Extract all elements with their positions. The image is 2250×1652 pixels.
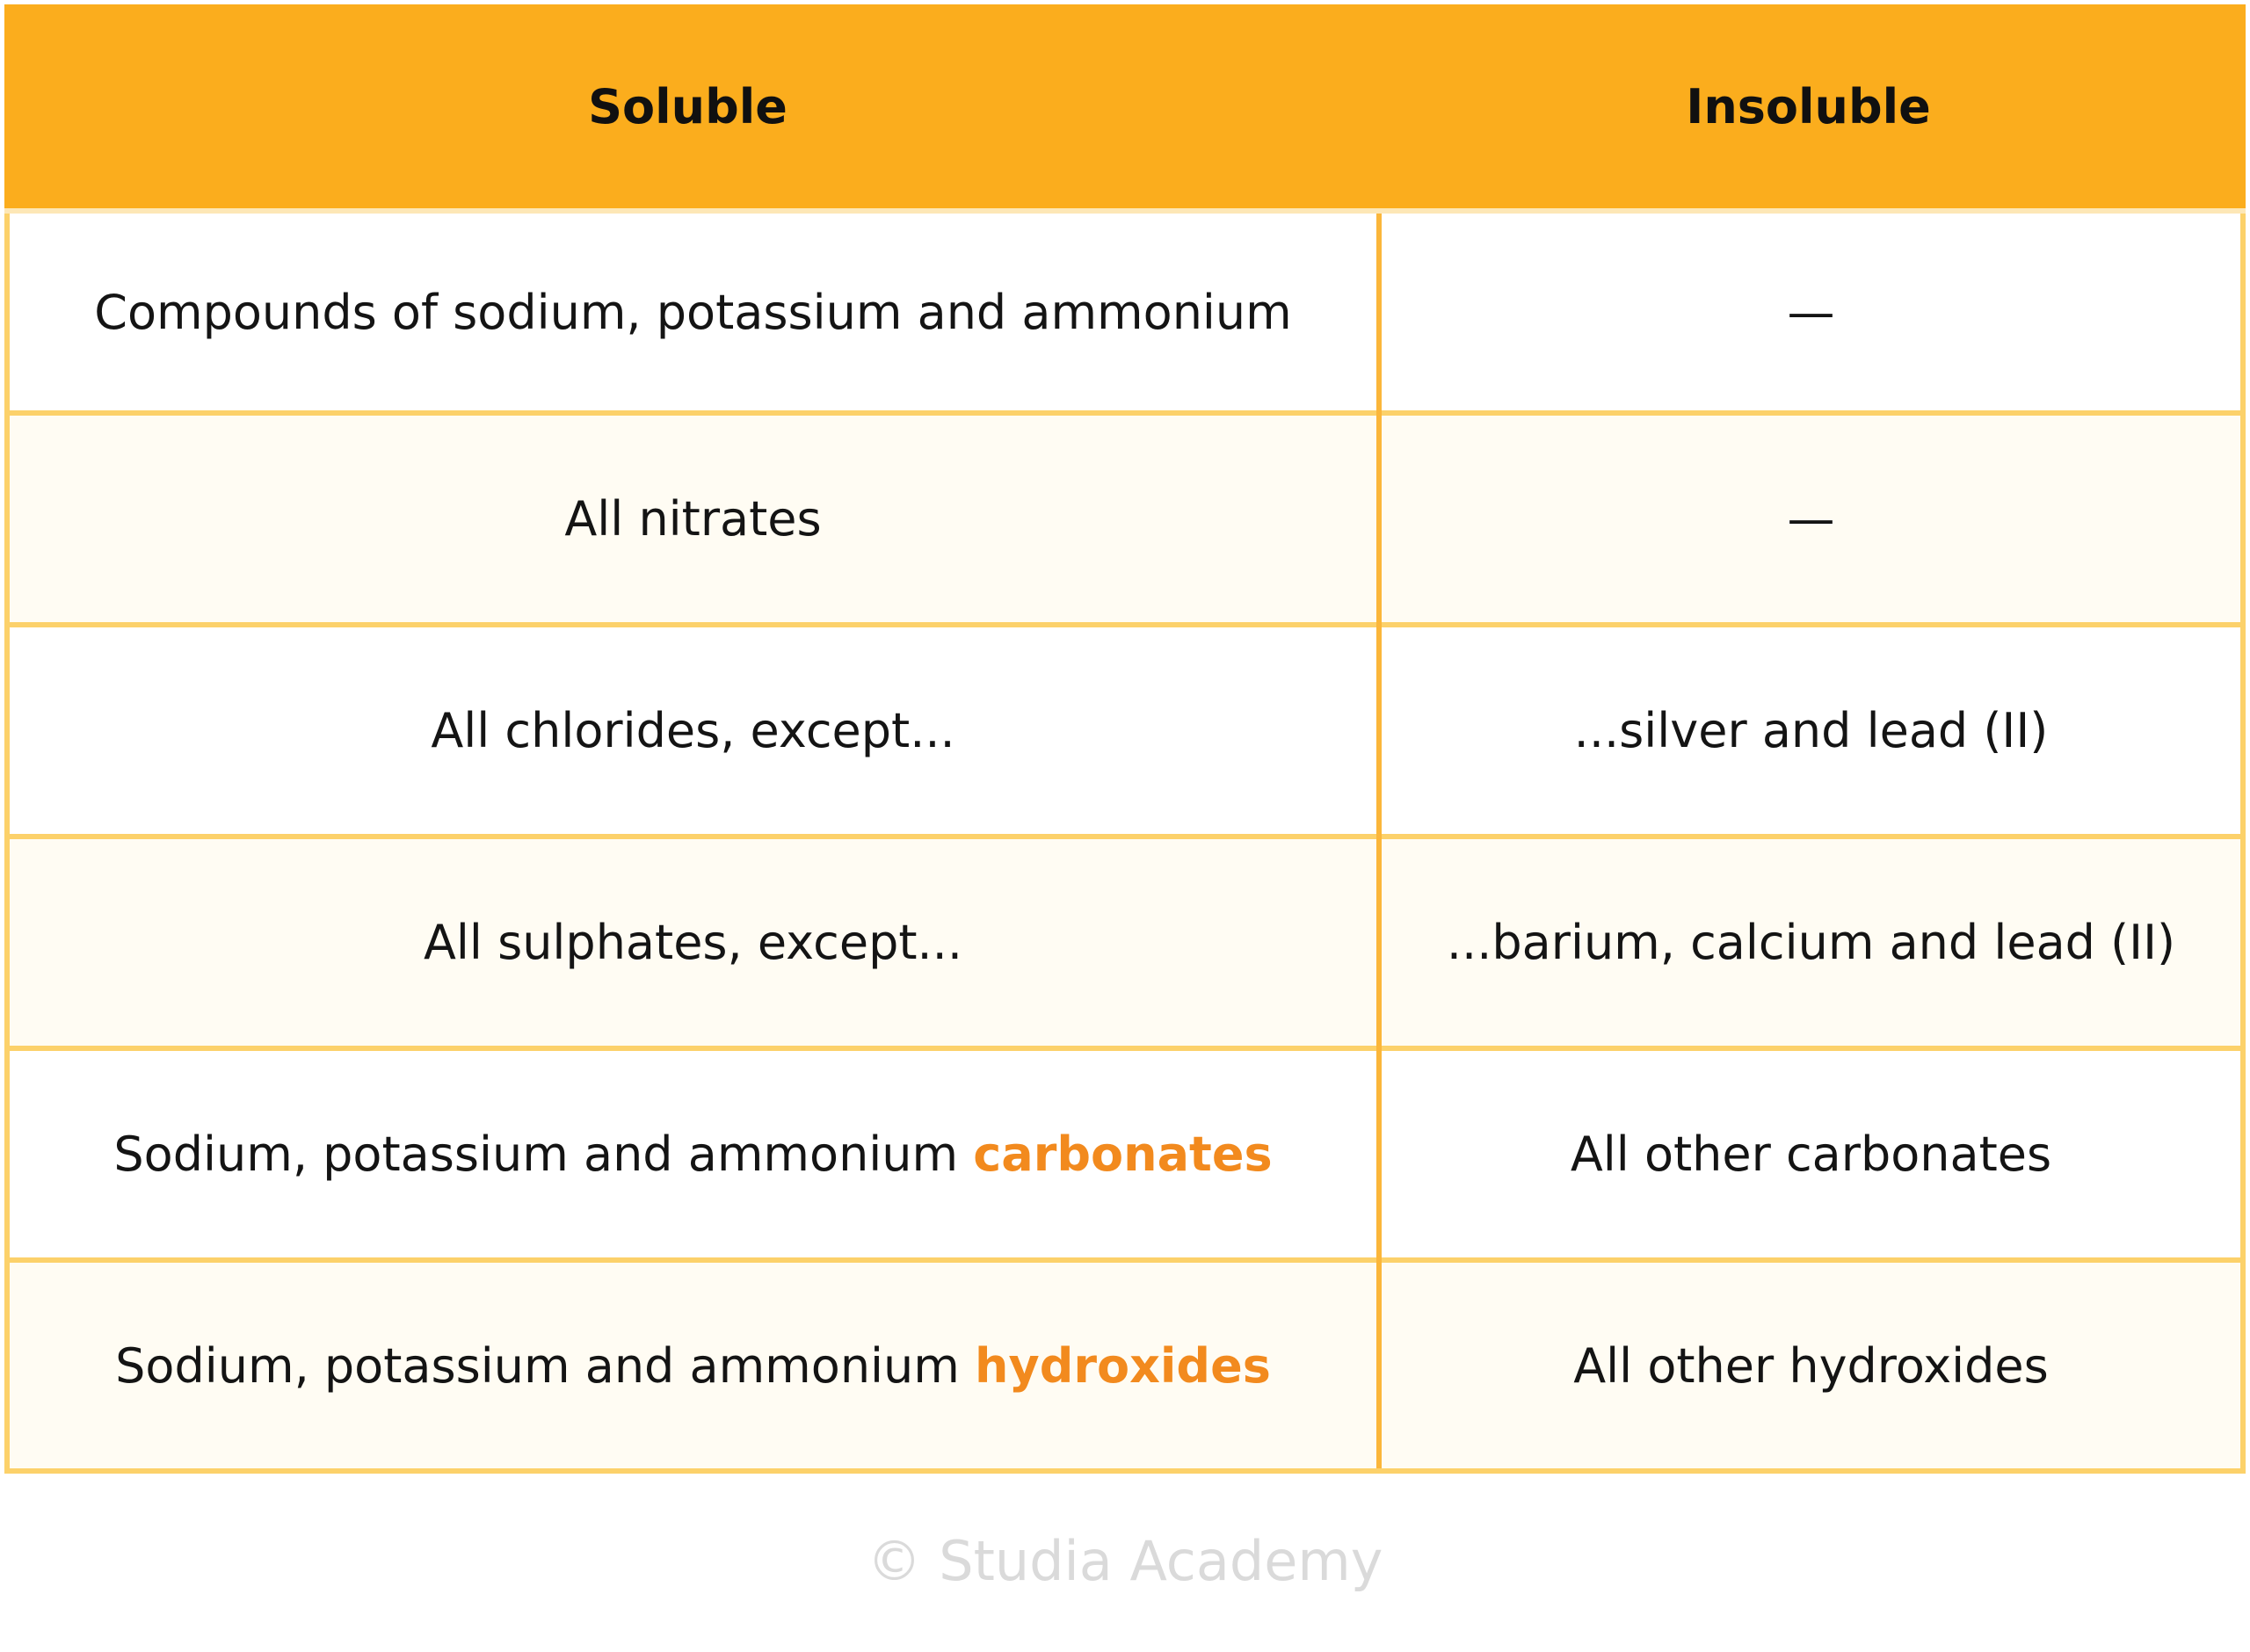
watermark: © Studia Academy — [867, 1529, 1383, 1593]
insoluble-cell — [1382, 1263, 2240, 1468]
soluble-cell — [10, 839, 1376, 1046]
insoluble-text: — — [1787, 491, 1835, 547]
insoluble-cell — [1382, 627, 2240, 834]
soluble-cell — [10, 416, 1376, 622]
table-row — [10, 214, 2240, 416]
soluble-cell — [10, 214, 1376, 410]
soluble-text: All chlorides, except... — [431, 703, 955, 758]
table-row — [10, 839, 2240, 1051]
insoluble-text: All other hydroxides — [1573, 1337, 2049, 1394]
table-body — [4, 214, 2246, 1474]
insoluble-text: — — [1787, 284, 1835, 340]
soluble-cell — [10, 1051, 1376, 1257]
column-divider — [1376, 214, 1382, 1468]
soluble-cell — [10, 627, 1376, 834]
soluble-text: Compounds of sodium, potassium and ammonium — [94, 284, 1292, 340]
header-soluble: Soluble — [588, 78, 788, 134]
insoluble-cell — [1382, 214, 2240, 410]
header-insoluble: Insoluble — [1686, 78, 1931, 134]
insoluble-cell — [1382, 416, 2240, 622]
insoluble-text: All other carbonates — [1570, 1127, 2052, 1182]
soluble-highlight-text: hydroxides — [975, 1337, 1271, 1394]
soluble-text: All sulphates, except... — [423, 915, 963, 970]
soluble-cell — [10, 1263, 1376, 1468]
soluble-text: Sodium, potassium and ammonium — [113, 1127, 974, 1182]
insoluble-text: ...silver and lead (II) — [1573, 703, 2049, 758]
table-header-row — [4, 4, 2246, 214]
solubility-table — [4, 4, 2246, 1474]
soluble-highlight-text: carbonates — [973, 1127, 1273, 1182]
table-row — [10, 1263, 2240, 1468]
soluble-text: All nitrates — [564, 491, 822, 547]
insoluble-text: ...barium, calcium and lead (II) — [1446, 915, 2176, 970]
table-row — [10, 416, 2240, 627]
table-row — [10, 1051, 2240, 1263]
table-row — [10, 627, 2240, 839]
insoluble-cell — [1382, 839, 2240, 1046]
insoluble-cell — [1382, 1051, 2240, 1257]
soluble-text: Sodium, potassium and ammonium — [115, 1337, 976, 1394]
